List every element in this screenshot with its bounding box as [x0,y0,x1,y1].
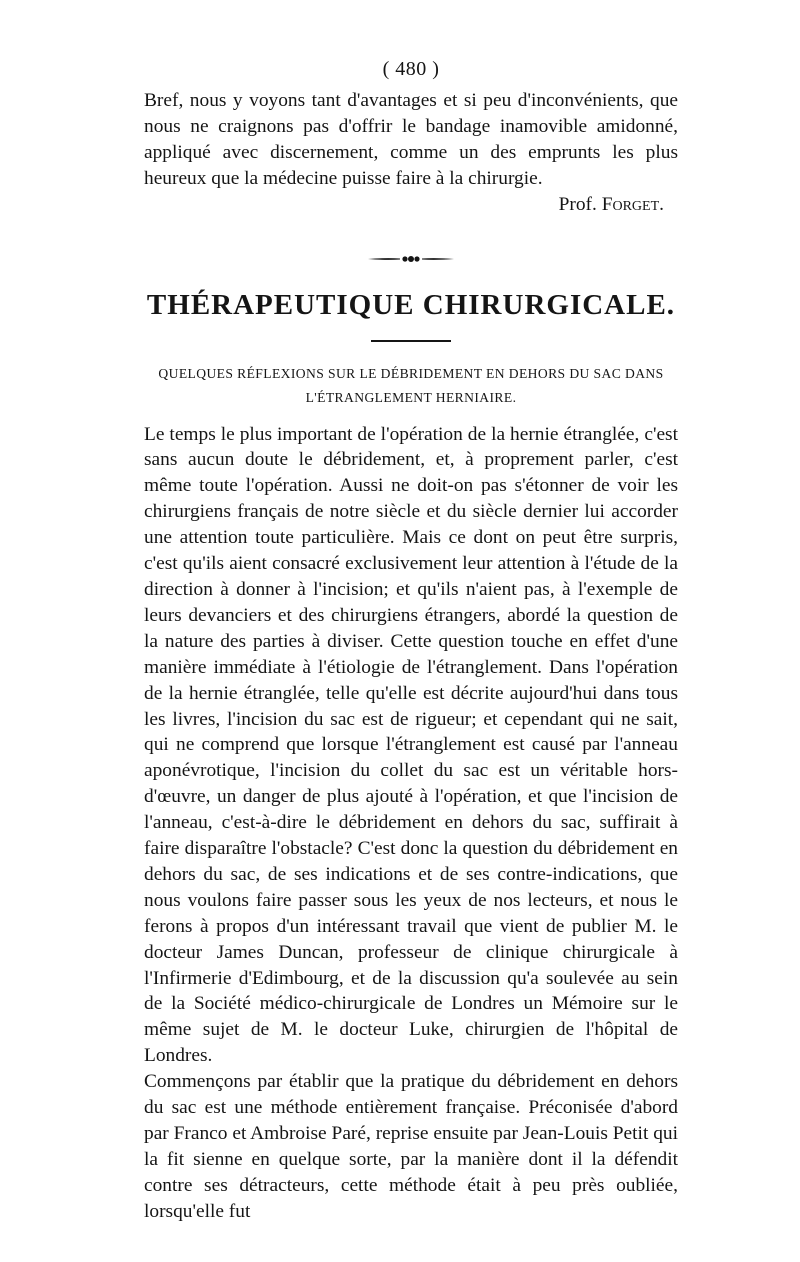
intro-paragraph: Bref, nous y voyons tant d'avantages et si peu d'inconvénients, que nous ne craignons pas d'offrir le bandage inamovible amidonné, appliqué avec discernement, comme un des emprunts les plus heureux que la médecine puisse faire à la chirurgie. [144,90,678,189]
signature [559,192,678,218]
article-title-line-2: L'ÉTRANGLEMENT HERNIAIRE. [305,389,517,405]
page-number: ( 480 ) [382,58,440,80]
body-paragraph-2: Commençons par établir que la pratique du débridement en dehors du sac est une méthode entièrement française. Préconisée d'abord par Franco et Ambroise Paré, reprise ensuite par Jean-Louis Petit qui la fit sienne en quelque sorte, par la manière dont il la défendit contre ses détracteurs, cette méthode était à peu près oubliée, lorsqu'elle fut [144,1071,678,1222]
section-title: THÉRAPEUTIQUE CHIRURGICALE. [146,288,676,321]
article-title [144,362,678,410]
signature-prefix: Prof. [558,193,597,215]
ornamental-rule-icon [144,252,678,266]
signature-name: Forget. [601,193,664,215]
title-divider [371,340,451,342]
body-paragraph-1: Le temps le plus important de l'opération de la hernie étranglée, c'est sans aucun doute le débridement, et, à proprement parler, c'est même toute l'opération. Aussi ne doit-on pas s'étonner de voir les chirurgiens français de notre siècle et du siècle dernier lui accorder une attention toute particulière. Mais ce dont on peut être surpris, c'est qu'ils aient consacré exclusivement leur attention à l'étude de la direction à donner à l'incision; et qu'ils n'aient pas, à l'exemple de leurs devanciers et des chirurgiens étrangers, abordé la question de la nature des parties à diviser. Cette question touche en effet d'une manière immédiate à l'étiologie de l'étranglement. Dans l'opération de la hernie étranglée, telle qu'elle est décrite aujourd'hui dans tous les livres, l'incision du sac est de rigueur; et cependant qui ne sait, qui ne comprend que lorsque l'étranglement est causé par l'anneau aponévrotique, l'incision du collet du sac est un véritable hors-d'œuvre, un danger de plus ajouté à l'opération, et que l'incision de l'anneau, c'est-à-dire le débridement en dehors du sac, suffirait à faire disparaître l'obstacle? C'est donc la question du débridement en dehors du sac, de ses indications et de ses contre-indications, que nous voulons faire passer sous les yeux de nos lecteurs, et nous le ferons à propos d'un intéressant travail que vient de publier M. le docteur James Duncan, professeur de clinique chirurgicale à l'Infirmerie d'Edimbourg, et de la discussion qu'a soulevée au sein de la Société médico-chirurgicale de Londres un Mémoire sur le même sujet de M. le docteur Luke, chirurgien de l'hôpital de Londres. [144,423,678,1067]
document-page [144,56,678,1225]
signature-line [144,192,678,218]
article-title-line-1: QUELQUES RÉFLEXIONS SUR LE DÉBRIDEMENT EN DEHORS DU SAC DANS [158,365,664,381]
